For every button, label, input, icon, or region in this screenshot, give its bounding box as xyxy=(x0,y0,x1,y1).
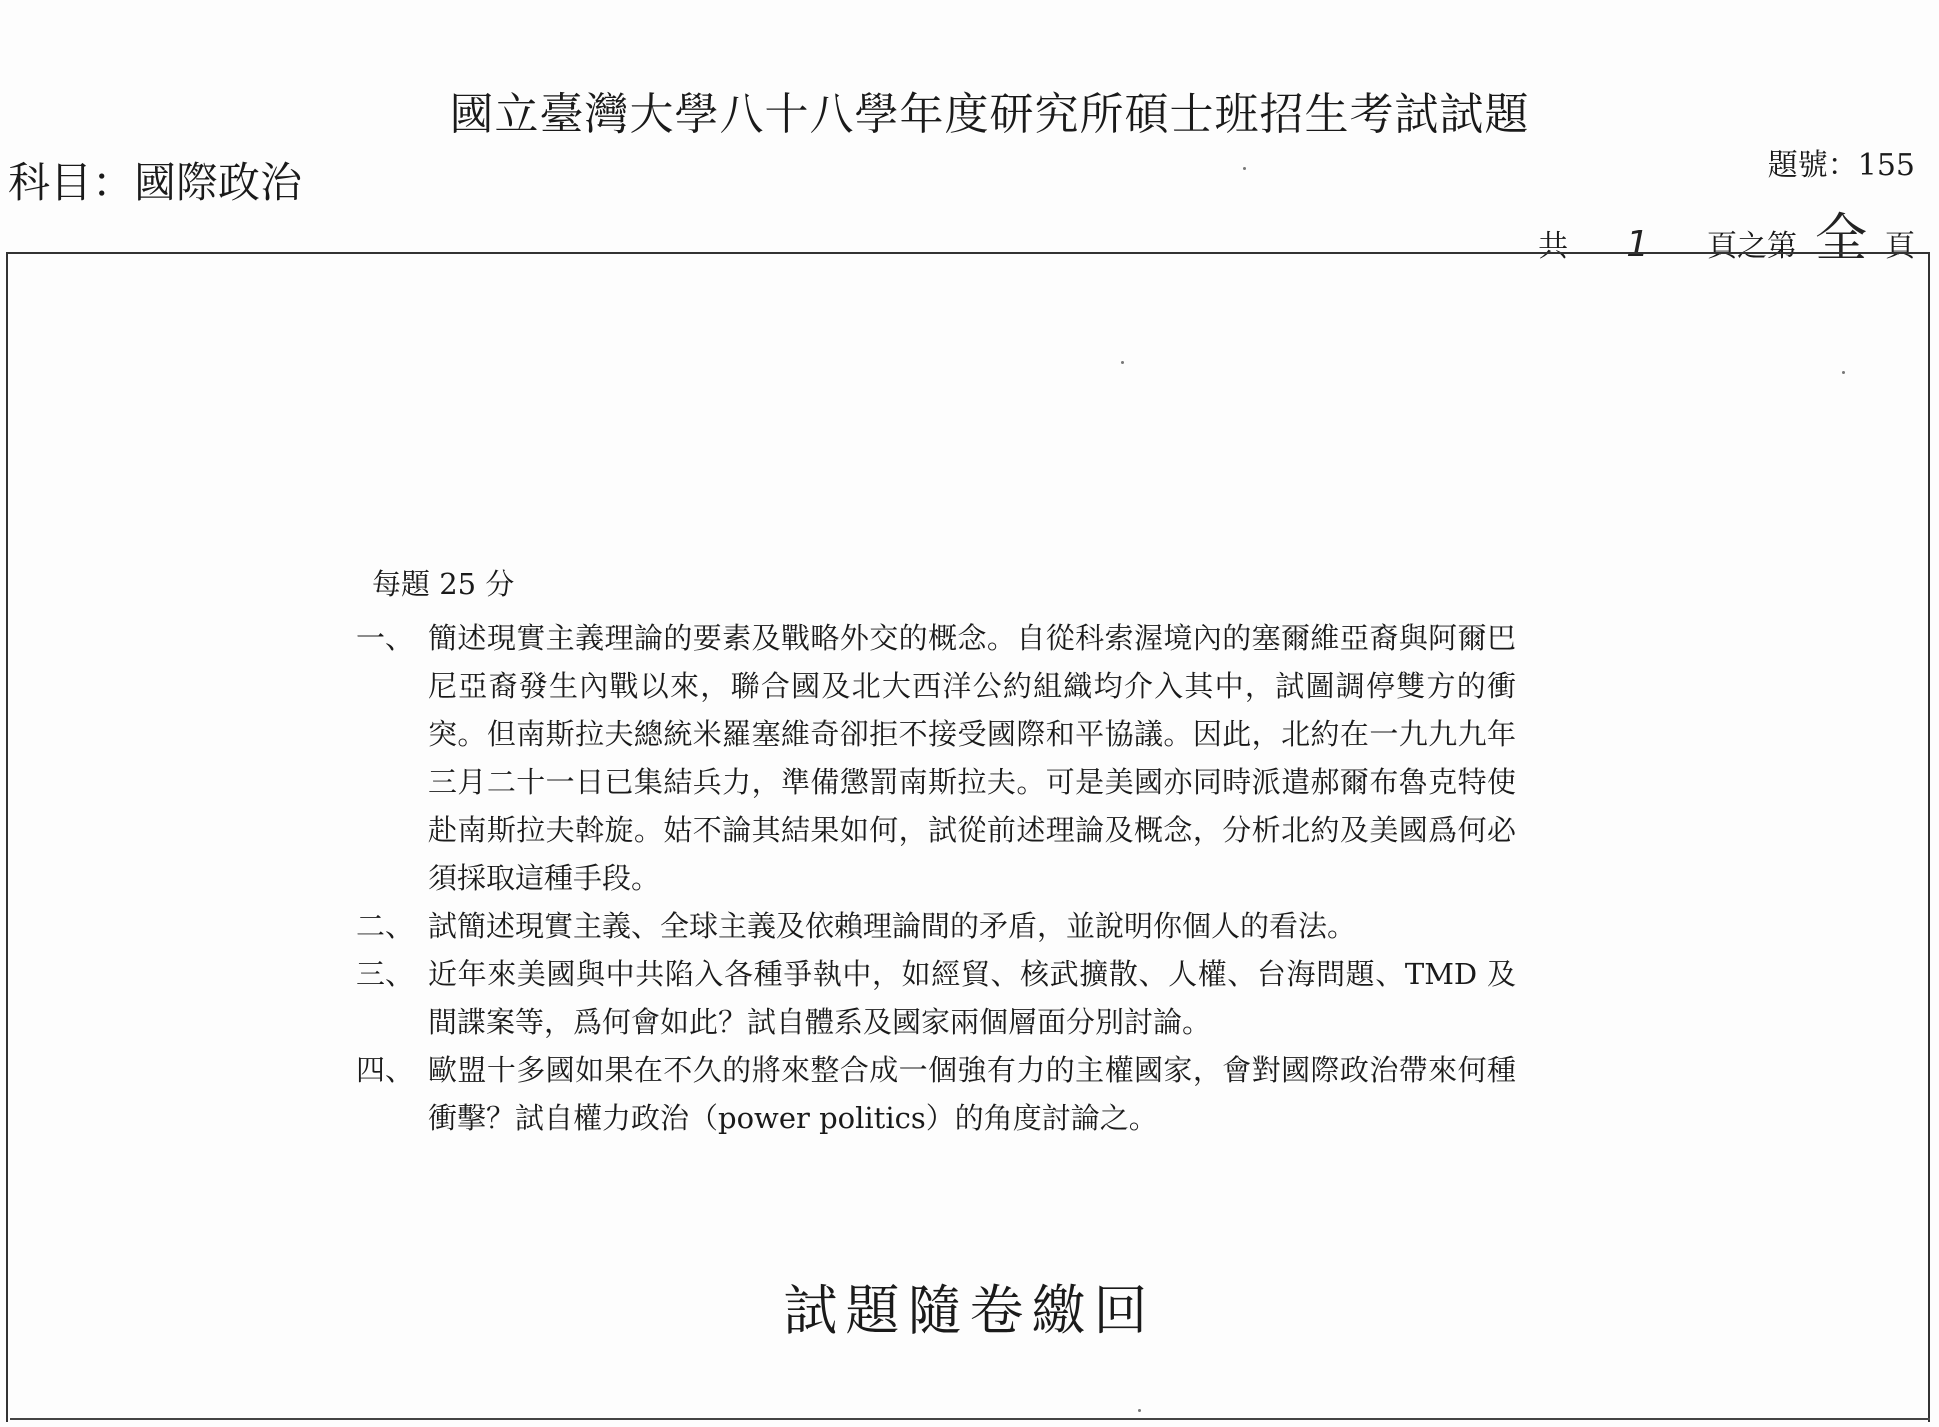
subject-label: 科目：國際政治 xyxy=(8,158,303,207)
page-total-prefix: 共 xyxy=(1538,229,1569,264)
question-index: 四、 xyxy=(356,1053,415,1087)
question-number: 題號：155 xyxy=(1767,148,1915,183)
scan-speck xyxy=(1138,1409,1141,1412)
question-item xyxy=(356,614,1516,902)
page-suffix: 頁 xyxy=(1885,229,1915,264)
scan-speck xyxy=(1842,371,1845,374)
question-item xyxy=(356,1046,1516,1142)
question-text: 簡述現實主義理論的要素及戰略外交的概念。自從科索渥境內的塞爾維亞裔與阿爾巴尼亞裔發生內戰以來，聯合國及北大西洋公約組織均介入其中，試圖調停雙方的衝突。但南斯拉夫總統米羅塞維奇卻拒不接受國際和平協議。因此，北約在一九九九年三月二十一日已集結兵力，準備懲罰南斯拉夫。可是美國亦同時派遣郝爾布魯克特使赴南斯拉夫斡旋。姑不論其結果如何，試從前述理論及概念，分析北約及美國爲何必須採取這種手段。 xyxy=(428,621,1516,895)
exam-content xyxy=(356,560,1516,1142)
bottom-rule xyxy=(10,1418,1930,1420)
question-item xyxy=(356,902,1516,950)
question-index: 二、 xyxy=(356,909,415,943)
page-middle-text: 頁之第 xyxy=(1706,229,1797,264)
question-item xyxy=(356,950,1516,1046)
question-text: 歐盟十多國如果在不久的將來整合成一個強有力的主權國家，會對國際政治帶來何種衝擊？試自權力政治（power politics）的角度討論之。 xyxy=(428,1053,1516,1135)
return-paper-note: 試題隨卷繳回 xyxy=(783,1279,1156,1342)
question-text: 試簡述現實主義、全球主義及依賴理論間的矛盾，並說明你個人的看法。 xyxy=(428,909,1357,943)
score-note: 每題 25 分 xyxy=(372,567,515,601)
scan-speck xyxy=(1243,167,1246,170)
question-index: 三、 xyxy=(356,957,415,991)
question-text: 近年來美國與中共陷入各種爭執中，如經貿、核武擴散、人權、台海問題、TMD 及間諜案等，爲何會如此？試自體系及國家兩個層面分別討論。 xyxy=(428,957,1516,1039)
scan-speck xyxy=(1121,361,1124,364)
page-total-value: 1 xyxy=(1626,224,1649,265)
question-index: 一、 xyxy=(356,621,415,655)
exam-title: 國立臺灣大學八十八學年度研究所碩士班招生考試試題 xyxy=(449,89,1530,140)
page-current-value: 全 xyxy=(1814,209,1867,269)
